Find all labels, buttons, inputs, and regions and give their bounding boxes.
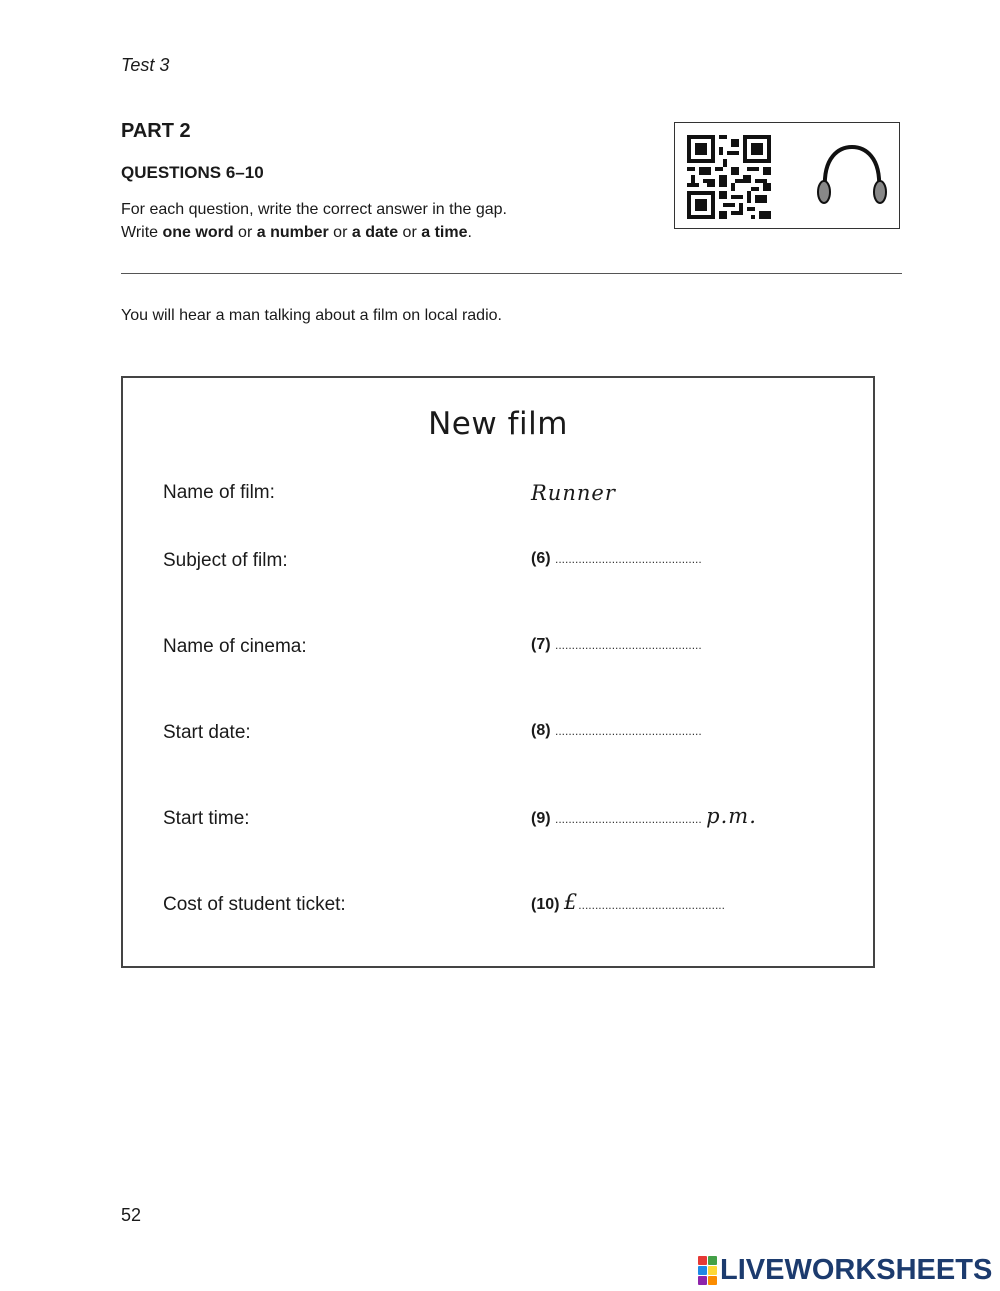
answer-name-of-film: Runner <box>531 481 616 505</box>
liveworksheets-logo[interactable] <box>698 1255 992 1285</box>
gap-6[interactable]: (6) ............................................ <box>531 550 702 567</box>
audio-media-box <box>674 122 900 229</box>
label-start-time: Start time: <box>163 808 250 829</box>
label-cost-of-student-ticket: Cost of student ticket: <box>163 894 346 915</box>
test-label: Test 3 <box>121 55 170 75</box>
instruction-line-2: Write one word or a number or a date or a time. <box>121 224 472 241</box>
label-subject-of-film: Subject of film: <box>163 550 288 571</box>
intro-text: You will hear a man talking about a film on local radio. <box>121 307 502 324</box>
pound-sign: £ <box>563 890 579 914</box>
film-form <box>121 376 875 968</box>
gap-10[interactable]: (10) £............................................ <box>531 890 725 914</box>
headphones-icon[interactable] <box>813 143 891 211</box>
label-start-date: Start date: <box>163 722 251 743</box>
label-name-of-cinema: Name of cinema: <box>163 636 307 657</box>
part-title: PART 2 <box>121 120 191 142</box>
questions-title: QUESTIONS 6–10 <box>121 163 264 182</box>
qr-code-icon[interactable] <box>687 135 771 219</box>
instruction-line-1: For each question, write the correct answer in the gap. <box>121 201 507 218</box>
label-name-of-film: Name of film: <box>163 482 275 503</box>
form-title: New film <box>428 406 568 442</box>
page-number: 52 <box>121 1205 142 1225</box>
section-divider <box>121 273 902 274</box>
gap-7[interactable]: (7) ............................................ <box>531 636 702 653</box>
logo-tiles-icon <box>698 1256 717 1285</box>
gap-8[interactable]: (8) ............................................ <box>531 722 702 739</box>
gap-9[interactable]: (9) ............................................ p.m. <box>531 804 757 828</box>
logo-text: LIVEWORKSHEETS <box>720 1253 993 1286</box>
pm-suffix: p.m. <box>706 804 757 828</box>
